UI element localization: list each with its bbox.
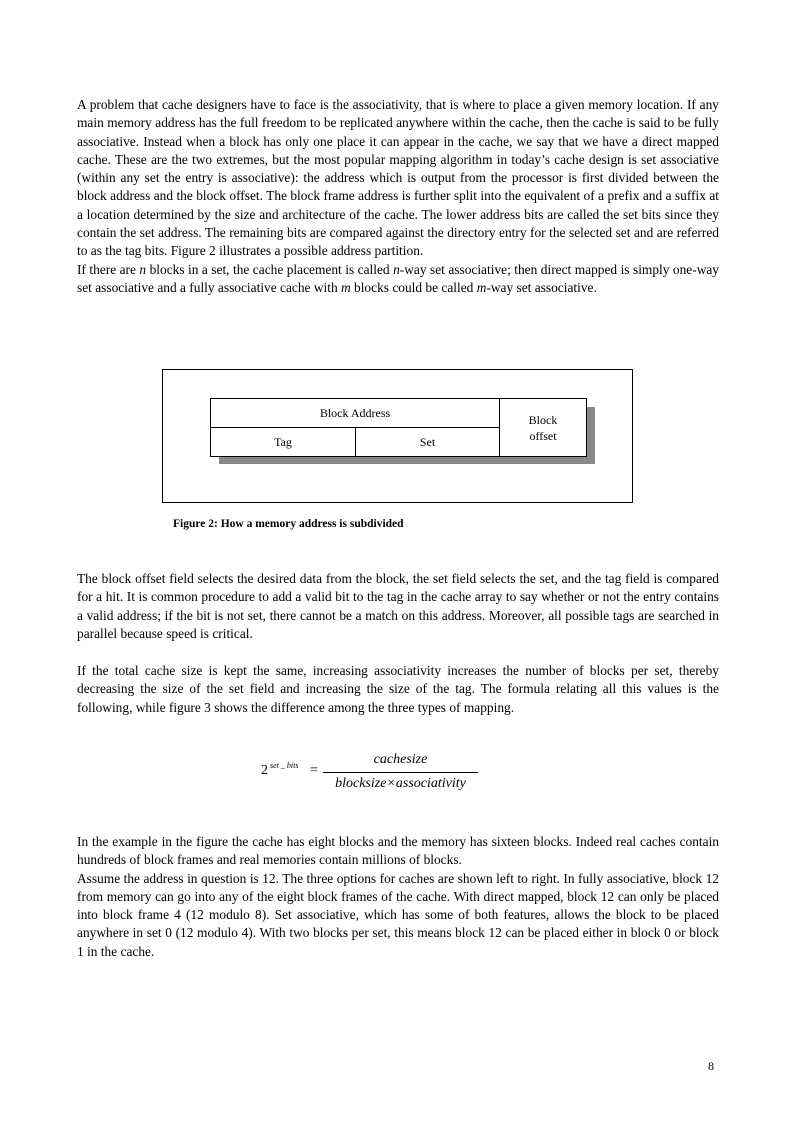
block-offset-cell bbox=[499, 398, 587, 457]
paragraph-n-way bbox=[77, 261, 719, 298]
paragraph-cache-size bbox=[77, 662, 719, 717]
formula-numerator: cachesize bbox=[373, 752, 428, 767]
p2-m1: m bbox=[341, 279, 351, 295]
paragraph-block-offset-text: The block offset field selects the desired data from the block, the set field selects the set, and the tag field is compared for a hit. It is common procedure to add a valid bit to the tag in the cache array to say whether or not the entry contains a valid address; if the bit is not set, there cannot be a match on this address. Moreover, all possible tags are searched in parallel because speed is critical. bbox=[77, 571, 719, 641]
set-bits-formula bbox=[258, 752, 498, 797]
figure-caption: Figure 2: How a memory address is subdivided bbox=[173, 518, 404, 530]
p2-m2: m bbox=[476, 279, 487, 295]
paragraph-associativity-text: A problem that cache designers have to face is the associativity, that is where to place a given memory location. If any main memory address has the full freedom to be replicated anywhere within the cache, then the cache is said to be fully associative. Instead when a block has only one place it can appear in the cache, we say that we have a direct mapped cache. These are the two extremes, but the most popular mapping algorithm in today’s cache design is set associative (within any set the entry is associative): the address which is output from the processor is first divided between the block address and the block offset. The block frame address is further split into the equivalent of a prefix and a suffix at a location determined by the size and architecture of the cache. The lower address bits are called the set bits since they contain the set address. The remaining bits are compared against the directory entry for the selected set and are referred to as the tag bits. Figure 2 illustrates a possible address partition. bbox=[77, 97, 719, 259]
p2-part3: -way set associative; then direct mapped is simply one-way set associative and a fully associative cache with bbox=[77, 261, 720, 295]
p2-n2: n bbox=[393, 261, 400, 277]
paragraph-example bbox=[77, 833, 719, 961]
page-number: 8 bbox=[708, 1059, 714, 1073]
offset-label-line1: Block bbox=[528, 412, 558, 427]
p2-n1: n bbox=[139, 261, 147, 277]
paragraph-associativity bbox=[77, 96, 719, 297]
set-label: Set bbox=[419, 435, 436, 449]
offset-label-line2: offset bbox=[529, 428, 557, 443]
paragraph-example-line2: Assume the address in question is 12. The three options for caches are shown left to right. In fully associative, block 12 from memory can go into any of the eight block frames of the cache. With direct mapped, block 12 can only be placed into block frame 4 (12 modulo 8). Set associative, which has some of both features, allows the block to be placed anywhere in set 0 (12 modulo 4). With two blocks per set, this means block 12 can be placed either in block 0 or block 1 in the cache. bbox=[77, 870, 719, 959]
p2-part1: If there are bbox=[77, 261, 140, 277]
p2-part2: blocks in a set, the cache placement is called bbox=[146, 261, 394, 277]
formula-exponent: set _ bits bbox=[270, 761, 299, 770]
p2-part5: -way set associative. bbox=[486, 279, 597, 295]
block-address-cell bbox=[210, 398, 500, 428]
formula-base: 2 bbox=[261, 763, 268, 778]
formula-fraction-bar bbox=[323, 772, 478, 773]
paragraph-example-line1: In the example in the figure the cache has eight blocks and the memory has sixteen blocks. Indeed real caches contain hundreds of block frames and real memories contain millions of blocks. bbox=[77, 834, 719, 868]
paragraph-cache-size-text: If the total cache size is kept the same, increasing associativity increases the number of blocks per set, thereby decreasing the size of the set field and increasing the size of the tag. The formula relating all this values is the following, while figure 3 shows the difference among the three types of mapping. bbox=[77, 663, 719, 715]
block-address-label: Block Address bbox=[319, 406, 391, 420]
formula-equals: = bbox=[310, 763, 318, 778]
tag-cell bbox=[210, 427, 356, 457]
paragraph-block-offset bbox=[77, 570, 719, 643]
p2-part4: blocks could be called bbox=[350, 279, 477, 295]
formula-denominator: blocksize×associativity bbox=[335, 776, 466, 791]
tag-label: Tag bbox=[274, 435, 292, 449]
set-cell bbox=[355, 427, 500, 457]
